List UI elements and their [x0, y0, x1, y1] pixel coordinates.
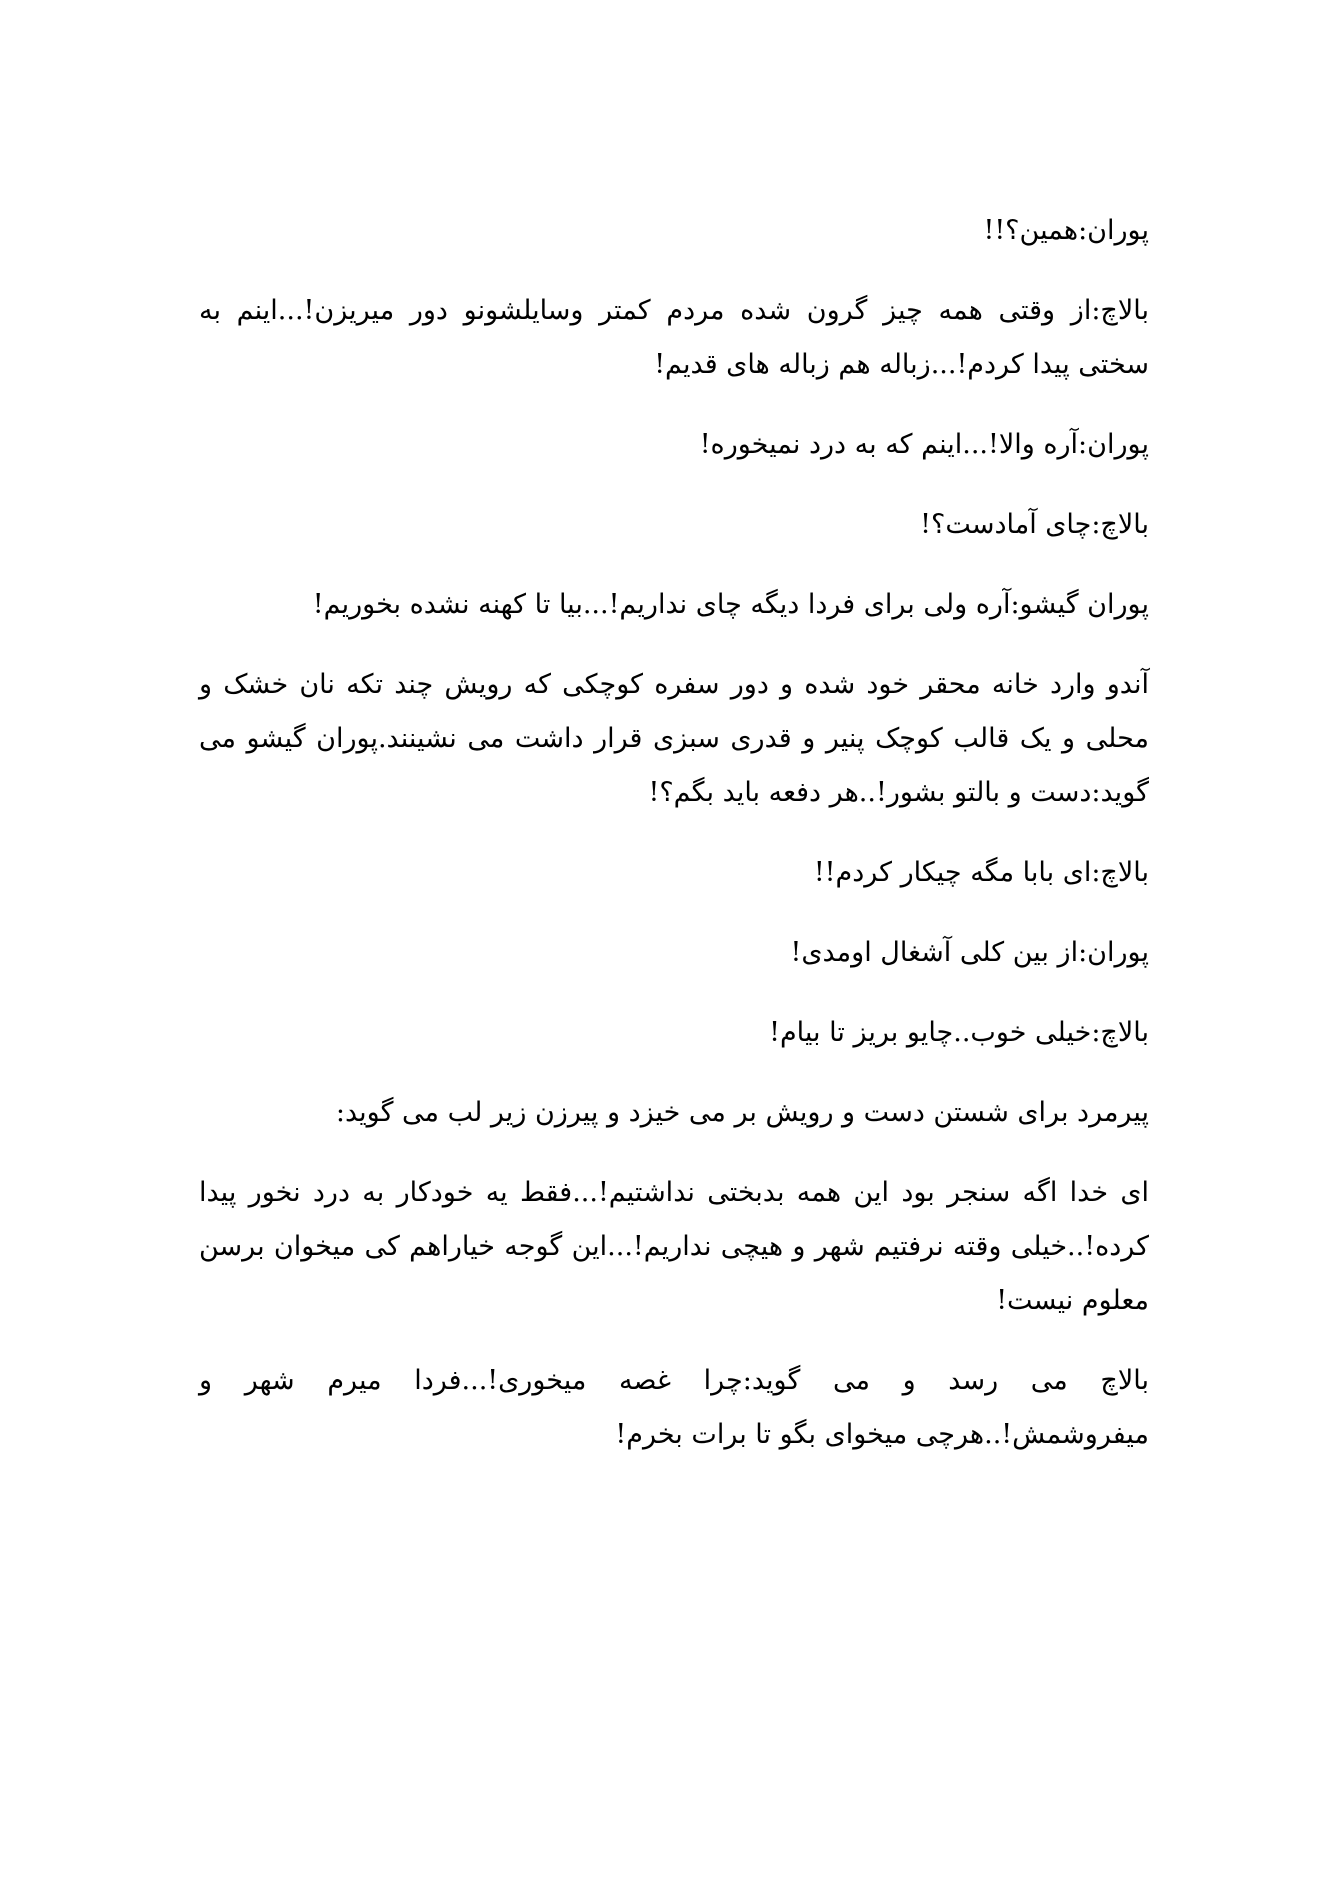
paragraph-1: پوران:همین؟!! [983, 215, 1149, 246]
paragraph-3: پوران:آره والا!...اینم که به درد نمیخوره! [699, 429, 1149, 460]
paragraph-8: پوران:از بین کلی آشغال اومدی! [790, 937, 1149, 968]
paragraph-6: آندو وارد خانه محقر خود شده و دور سفره کوچکی که رویش چند تکه نان خشک و محلی و یک قالب کوچک پنیر و قدری سبزی قرار داشت می نشینند.پوران گیشو می گوید:دست و بالتو بشور!..هر دفعه باید بگم؟! [199, 669, 1149, 808]
paragraph-4: بالاچ:چای آمادست؟! [920, 509, 1149, 540]
document-body [199, 204, 1149, 1488]
paragraph-9: بالاچ:خیلی خوب..چایو بریز تا بیام! [769, 1017, 1149, 1048]
paragraph-2: بالاچ:از وقتی همه چیز گرون شده مردم کمتر وسایلشونو دور میریزن!...اینم به سختی پیدا کردم!...زباله هم زباله های قدیم! [199, 295, 1149, 380]
paragraph-11: ای خدا اگه سنجر بود این همه بدبختی نداشتیم!...فقط یه خودکار به درد نخور پیدا کرده!..خیلی وقته نرفتیم شهر و هیچی نداریم!...این گوجه خیاراهم کی میخوان برسن معلوم نیست! [199, 1177, 1149, 1316]
paragraph-10: پیرمرد برای شستن دست و رویش بر می خیزد و پیرزن زیر لب می گوید: [335, 1097, 1149, 1128]
paragraph-12: بالاچ می رسد و می گوید:چرا غصه میخوری!...فردا میرم شهر و میفروشمش!..هرچی میخوای بگو تا برات بخرم! [199, 1365, 1149, 1450]
paragraph-5: پوران گیشو:آره ولی برای فردا دیگه چای نداریم!...بیا تا کهنه نشده بخوریم! [312, 589, 1149, 620]
paragraph-7: بالاچ:ای بابا مگه چیکار کردم!! [813, 857, 1149, 888]
